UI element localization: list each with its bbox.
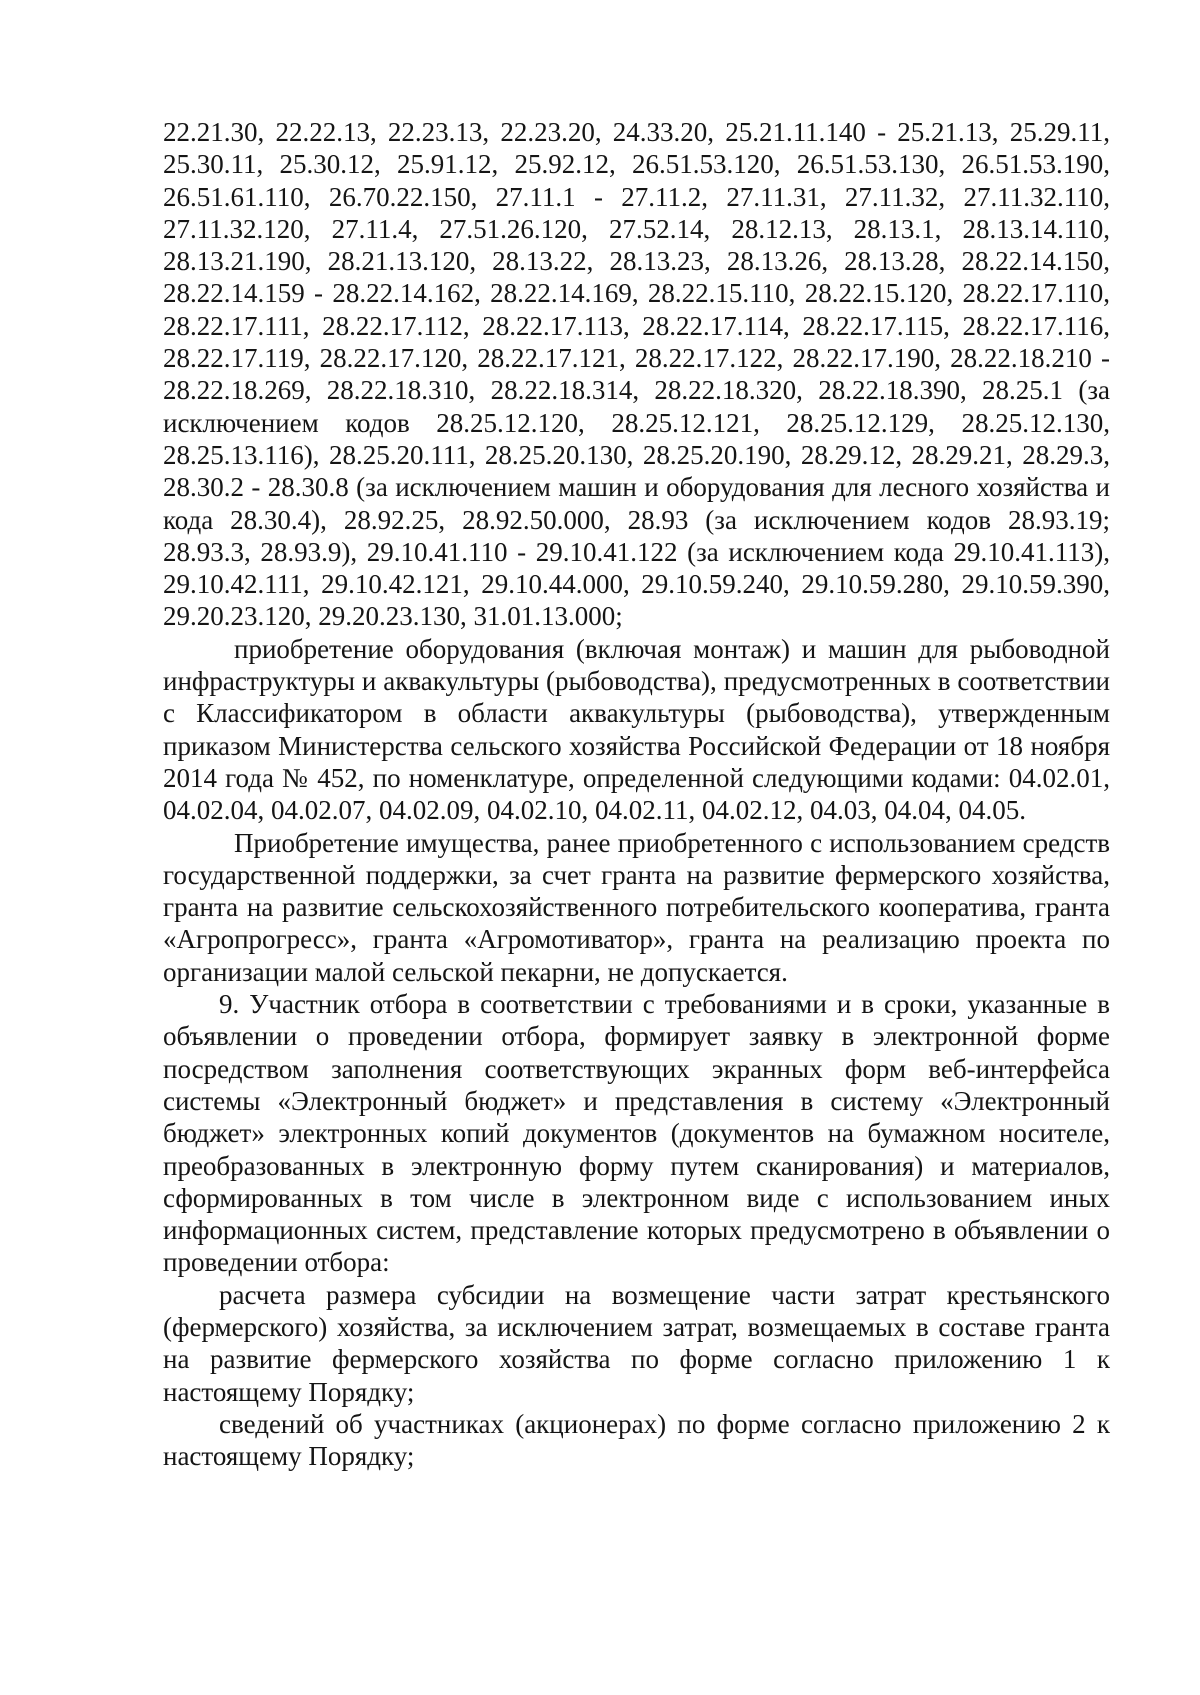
paragraph-shareholders-info: сведений об участниках (акционерах) по форме согласно приложению 2 к настоящему Порядку; (163, 1408, 1110, 1472)
paragraph-subsidy-calculation: расчета размера субсидии на возмещение части затрат крестьянского (фермерского) хозяйства, за исключением затрат, возмещаемых в составе гранта на развитие фермерского хозяйства по форме согласно приложению 1 к настоящему Порядку; (163, 1279, 1110, 1407)
paragraph-property-restriction: Приобретение имущества, ранее приобретенного с использованием средств государственной поддержки, за счет гранта на развитие фермерского хозяйства, гранта на развитие сельскохозяйственного потребительского кооператива, гранта «Агропрогресс», гранта «Агромотиватор», гранта на реализацию проекта по организации малой сельской пекарни, не допускается. (163, 827, 1110, 987)
paragraph-item-9: 9. Участник отбора в соответствии с требованиями и в сроки, указанные в объявлении о проведении отбора, формирует заявку в электронной форме посредством заполнения соответствующих экранных форм веб-интерфейса системы «Электронный бюджет» и представления в систему «Электронный бюджет» электронных копий документов (документов на бумажном носителе, преобразованных в электронную форму путем сканирования) и материалов, сформированных в том числе в электронном виде с использованием иных информационных систем, представление которых предусмотрено в объявлении о проведении отбора: (163, 989, 1110, 1278)
paragraph-aquaculture-equipment: приобретение оборудования (включая монтаж) и машин для рыбоводной инфраструктуры и аквакультуры (рыбоводства), предусмотренных в соответствии с Классификатором в области аквакультуры (рыбоводства), утвержденным приказом Министерства сельского хозяйства Российской Федерации от 18 ноября 2014 года № 452, по номенклатуре, определенной следующими кодами: 04.02.01, 04.02.04, 04.02.07, 04.02.09, 04.02.10, 04.02.11, 04.02.12, 04.03, 04.04, 04.05. (163, 633, 1110, 826)
paragraph-okpd-codes: 22.21.30, 22.22.13, 22.23.13, 22.23.20, 24.33.20, 25.21.11.140 - 25.21.13, 25.29.11, 25.30.11, 25.30.12, 25.91.12, 25.92.12, 26.51.53.120, 26.51.53.130, 26.51.53.190, 26.51.61.110, 26.70.22.150, 27.11.1 - 27.11.2, 27.11.31, 27.11.32, 27.11.32.110, 27.11.32.120, 27.11.4, 27.51.26.120, 27.52.14, 28.12.13, 28.13.1, 28.13.14.110, 28.13.21.190, 28.21.13.120, 28.13.22, 28.13.23, 28.13.26, 28.13.28, 28.22.14.150, 28.22.14.159 - 28.22.14.162, 28.22.14.169, 28.22.15.110, 28.22.15.120, 28.22.17.110, 28.22.17.111, 28.22.17.112, 28.22.17.113, 28.22.17.114, 28.22.17.115, 28.22.17.116, 28.22.17.119, 28.22.17.120, 28.22.17.121, 28.22.17.122, 28.22.17.190, 28.22.18.210 - 28.22.18.269, 28.22.18.310, 28.22.18.314, 28.22.18.320, 28.22.18.390, 28.25.1 (за исключением кодов 28.25.12.120, 28.25.12.121, 28.25.12.129, 28.25.12.130, 28.25.13.116), 28.25.20.111, 28.25.20.130, 28.25.20.190, 28.29.12, 28.29.21, 28.29.3, 28.30.2 - 28.30.8 (за исключением машин и оборудования для лесного хозяйства и кода 28.30.4), 28.92.25, 28.92.50.000, 28.93 (за исключением кодов 28.93.19; 28.93.3, 28.93.9), 29.10.41.110 - 29.10.41.122 (за исключением кода 29.10.41.113), 29.10.42.111, 29.10.42.121, 29.10.44.000, 29.10.59.240, 29.10.59.280, 29.10.59.390, 29.20.23.120, 29.20.23.130, 31.01.13.000; (163, 117, 1110, 632)
document-body (163, 116, 1110, 1472)
